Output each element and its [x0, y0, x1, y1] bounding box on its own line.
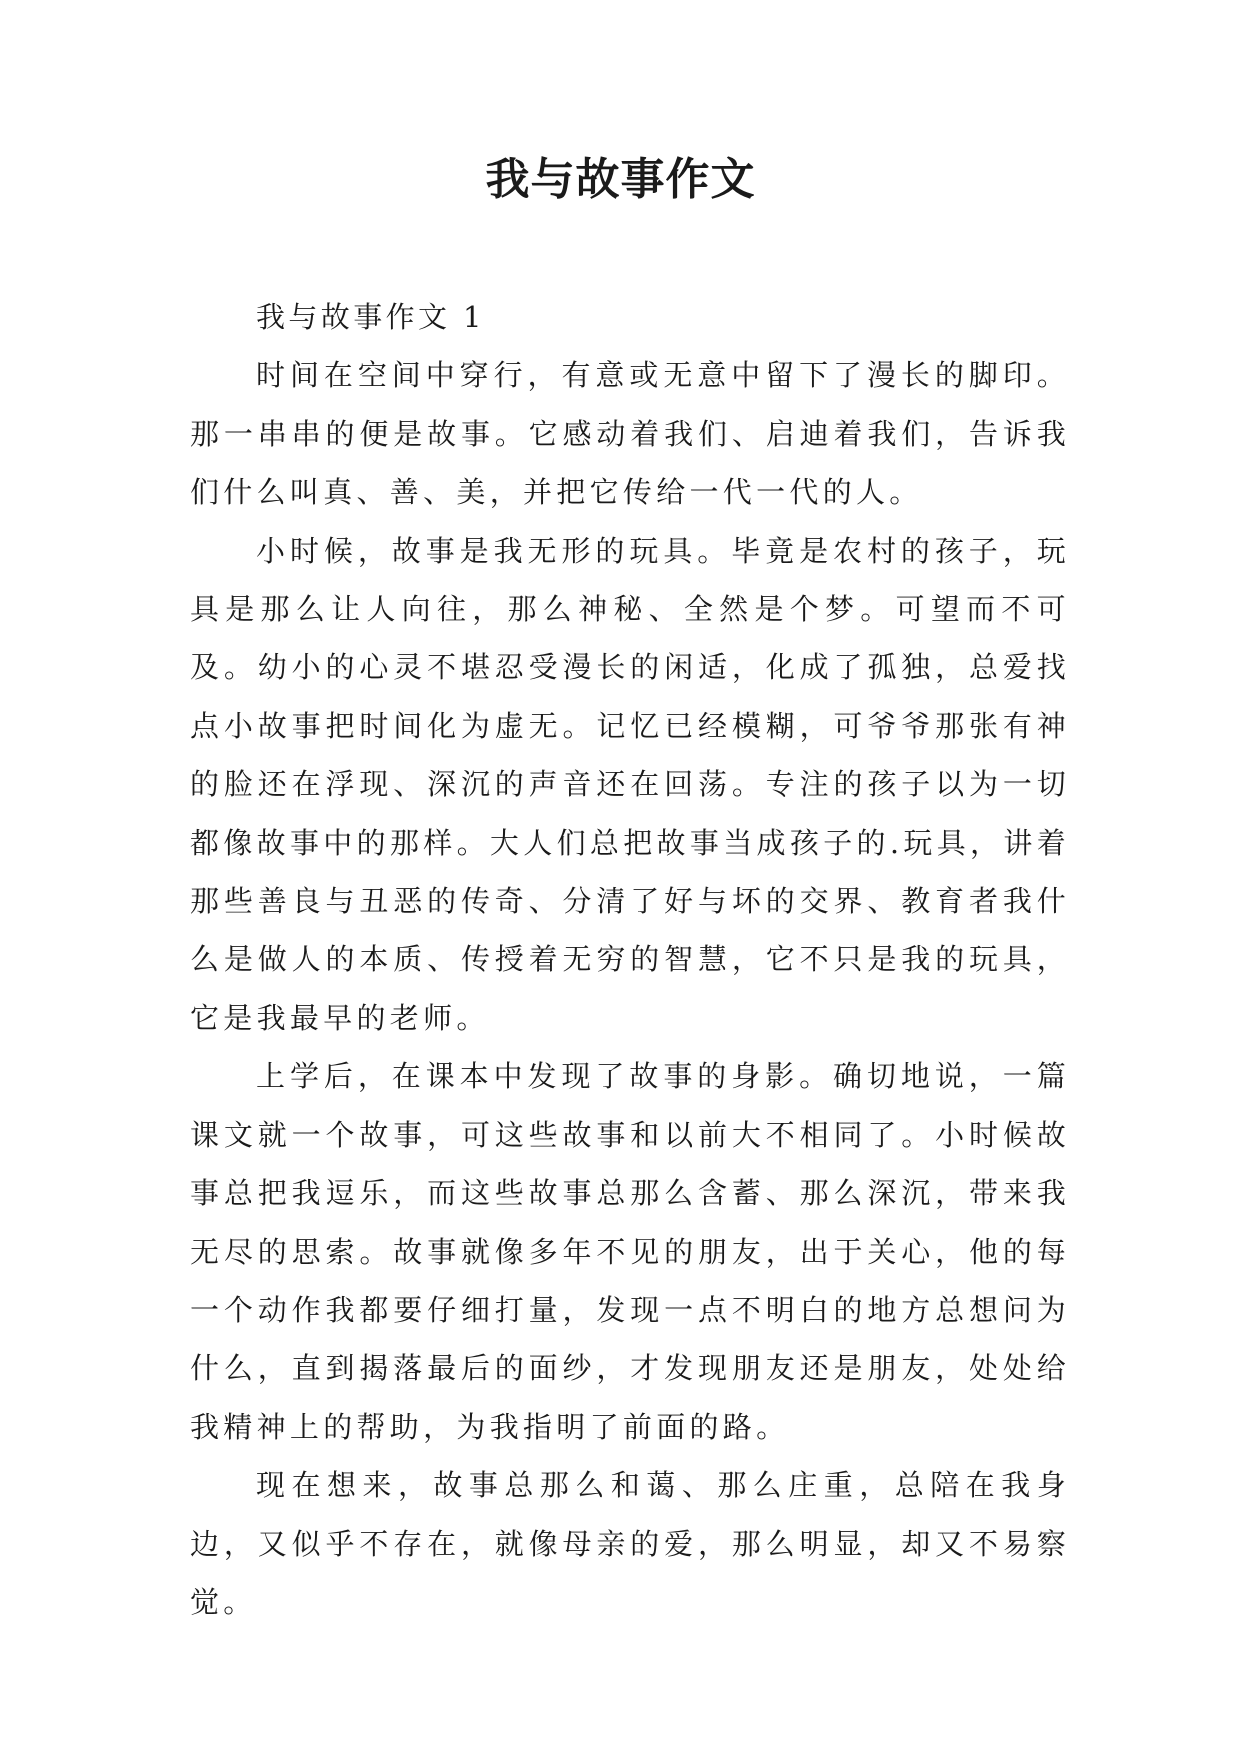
section-subheading: 我与故事作文 1: [256, 300, 485, 334]
document-title: 我与故事作文: [485, 154, 756, 205]
document-body: [190, 288, 1070, 1631]
paragraph-2: 小时候，故事是我无形的玩具。毕竟是农村的孩子，玩具是那么让人向往，那么神秘、全然是个梦。可望而不可及。幼小的心灵不堪忍受漫长的闲适，化成了孤独，总爱找点小故事把时间化为虚无。记忆已经模糊，可爷爷那张有神的脸还在浮现、深沉的声音还在回荡。专注的孩子以为一切都像故事中的那样。大人们总把故事当成孩子的.玩具，讲着那些善良与丑恶的传奇、分清了好与坏的交界、教育者我什么是做人的本质、传授着无穷的智慧，它不只是我的玩具，它是我最早的老师。: [190, 533, 1070, 1035]
paragraph-1: 时间在空间中穿行，有意或无意中留下了漫长的脚印。那一串串的便是故事。它感动着我们、启迪着我们，告诉我们什么叫真、善、美，并把它传给一代一代的人。: [190, 358, 1070, 510]
paragraph-4: 现在想来，故事总那么和蔼、那么庄重，总陪在我身边，又似乎不存在，就像母亲的爱，那么明显，却又不易察觉。: [190, 1468, 1070, 1619]
paragraph-3: 上学后，在课本中发现了故事的身影。确切地说，一篇课文就一个故事，可这些故事和以前大不相同了。小时候故事总把我逗乐，而这些故事总那么含蓄、那么深沉，带来我无尽的思索。故事就像多年不见的朋友，出于关心，他的每一个动作我都要仔细打量，发现一点不明白的地方总想问为什么，直到揭落最后的面纱，才发现朋友还是朋友，处处给我精神上的帮助，为我指明了前面的路。: [190, 1059, 1070, 1444]
